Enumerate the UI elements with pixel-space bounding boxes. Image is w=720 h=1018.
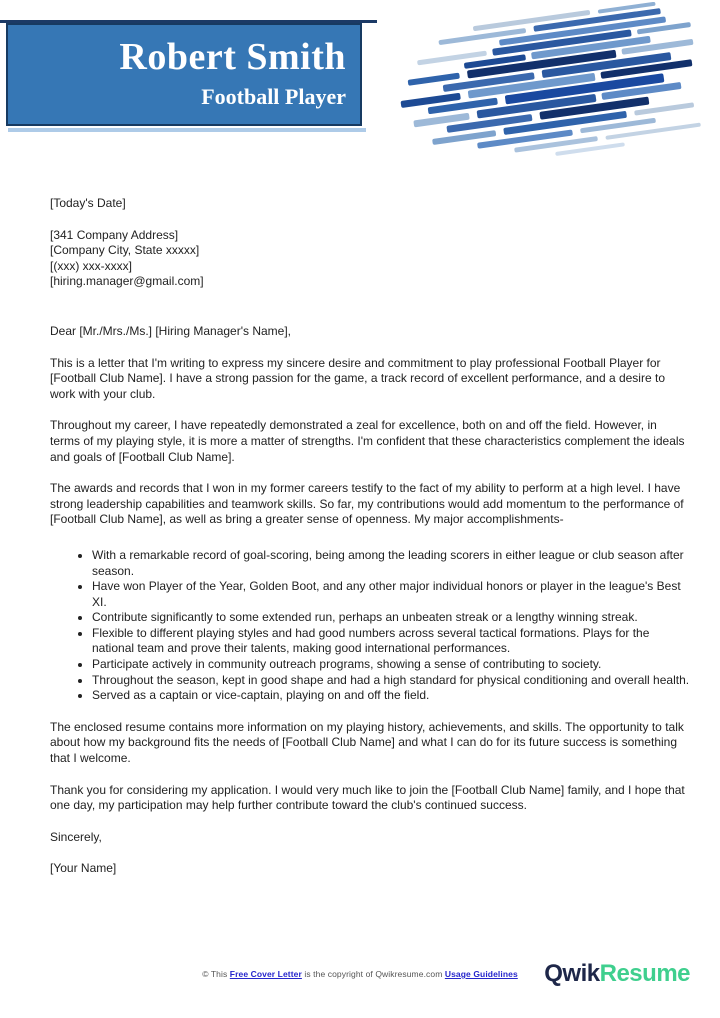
signoff: Sincerely, <box>50 829 102 844</box>
list-item: • Have won Player of the Year, Golden Boot, and any other major individual honors or player in the league's Best XI. <box>92 579 690 610</box>
brush-strokes-graphic-icon <box>386 2 716 172</box>
candidate-name: Robert Smith <box>119 36 346 78</box>
address-line: [Company City, State xxxxx] <box>50 243 200 258</box>
logo-text-qwik: Qwik <box>544 960 600 987</box>
paragraph: The awards and records that I won in my former careers testify to the fact of my ability to perform at a high level. I have strong leadership capabilities and teamwork skills. So far, my contributions would add momentum to the performance of [Football Club Name], as well as bring a greater sense of openness. My major accomplishments- <box>50 481 684 527</box>
address-line: [(xxx) xxx-xxxx] <box>50 258 132 273</box>
signature-placeholder: [Your Name] <box>50 861 117 876</box>
accomplishments-list <box>50 548 690 704</box>
copyright-prefix: © This <box>202 969 228 979</box>
paragraph: Throughout my career, I have repeatedly demonstrated a zeal for excellence, both on and off the field. However, in terms of my playing style, it is more a matter of strengths. I'm confident that these characteristics complement the ideals and goals of [Football Club Name]. <box>50 418 685 464</box>
list-item: • Flexible to different playing styles and had good numbers across several tactical formations. Plays for the national team and prove their talents, making good international performances. <box>92 626 690 657</box>
salutation: Dear [Mr./Mrs./Ms.] [Hiring Manager's Name], <box>50 323 292 338</box>
paragraph: Thank you for considering my application. I would very much like to join the [Football Club Name] family, and I hope that one day, my participation may help further contribute toward the club's continued success. <box>50 782 685 813</box>
qwikresume-logo <box>544 960 690 988</box>
name-banner-underline <box>8 128 366 132</box>
address-block <box>50 228 690 290</box>
paragraph: The enclosed resume contains more information on my playing history, achievements, and skills. The opportunity to talk about how my background fits the needs of [Football Club Name] and what I can do for its future success is something that I welcome. <box>50 719 684 766</box>
usage-guidelines-link[interactable]: Usage Guidelines <box>444 969 518 979</box>
letter-body <box>50 196 690 893</box>
list-item: • Participate actively in community outreach programs, showing a sense of contributing to society. <box>92 657 690 673</box>
date-placeholder: [Today's Date] <box>50 196 126 210</box>
list-item: • Contribute significantly to some extended run, perhaps an unbeaten streak or a lengthy winning streak. <box>92 610 690 626</box>
paragraph: This is a letter that I'm writing to express my sincere desire and commitment to play professional Football Player for [Football Club Name]. I have a strong passion for the game, a track record of excellent performance, and a desire to work with your club. <box>50 355 665 401</box>
list-item: • Served as a captain or vice-captain, playing on and off the field. <box>92 688 690 704</box>
address-line: [341 Company Address] <box>50 227 179 242</box>
candidate-title: Football Player <box>201 84 346 109</box>
address-line: [hiring.manager@gmail.com] <box>50 274 204 289</box>
name-banner <box>6 23 362 126</box>
copyright-middle: is the copyright of Qwikresume.com <box>304 969 443 979</box>
free-cover-letter-link[interactable]: Free Cover Letter <box>229 969 302 979</box>
list-item: • With a remarkable record of goal-scoring, being among the leading scorers in either league or club season after season. <box>92 548 690 579</box>
logo-text-resume: Resume <box>599 960 690 987</box>
list-item: • Throughout the season, kept in good shape and had a high standard for physical conditioning and overall health. <box>92 673 690 689</box>
